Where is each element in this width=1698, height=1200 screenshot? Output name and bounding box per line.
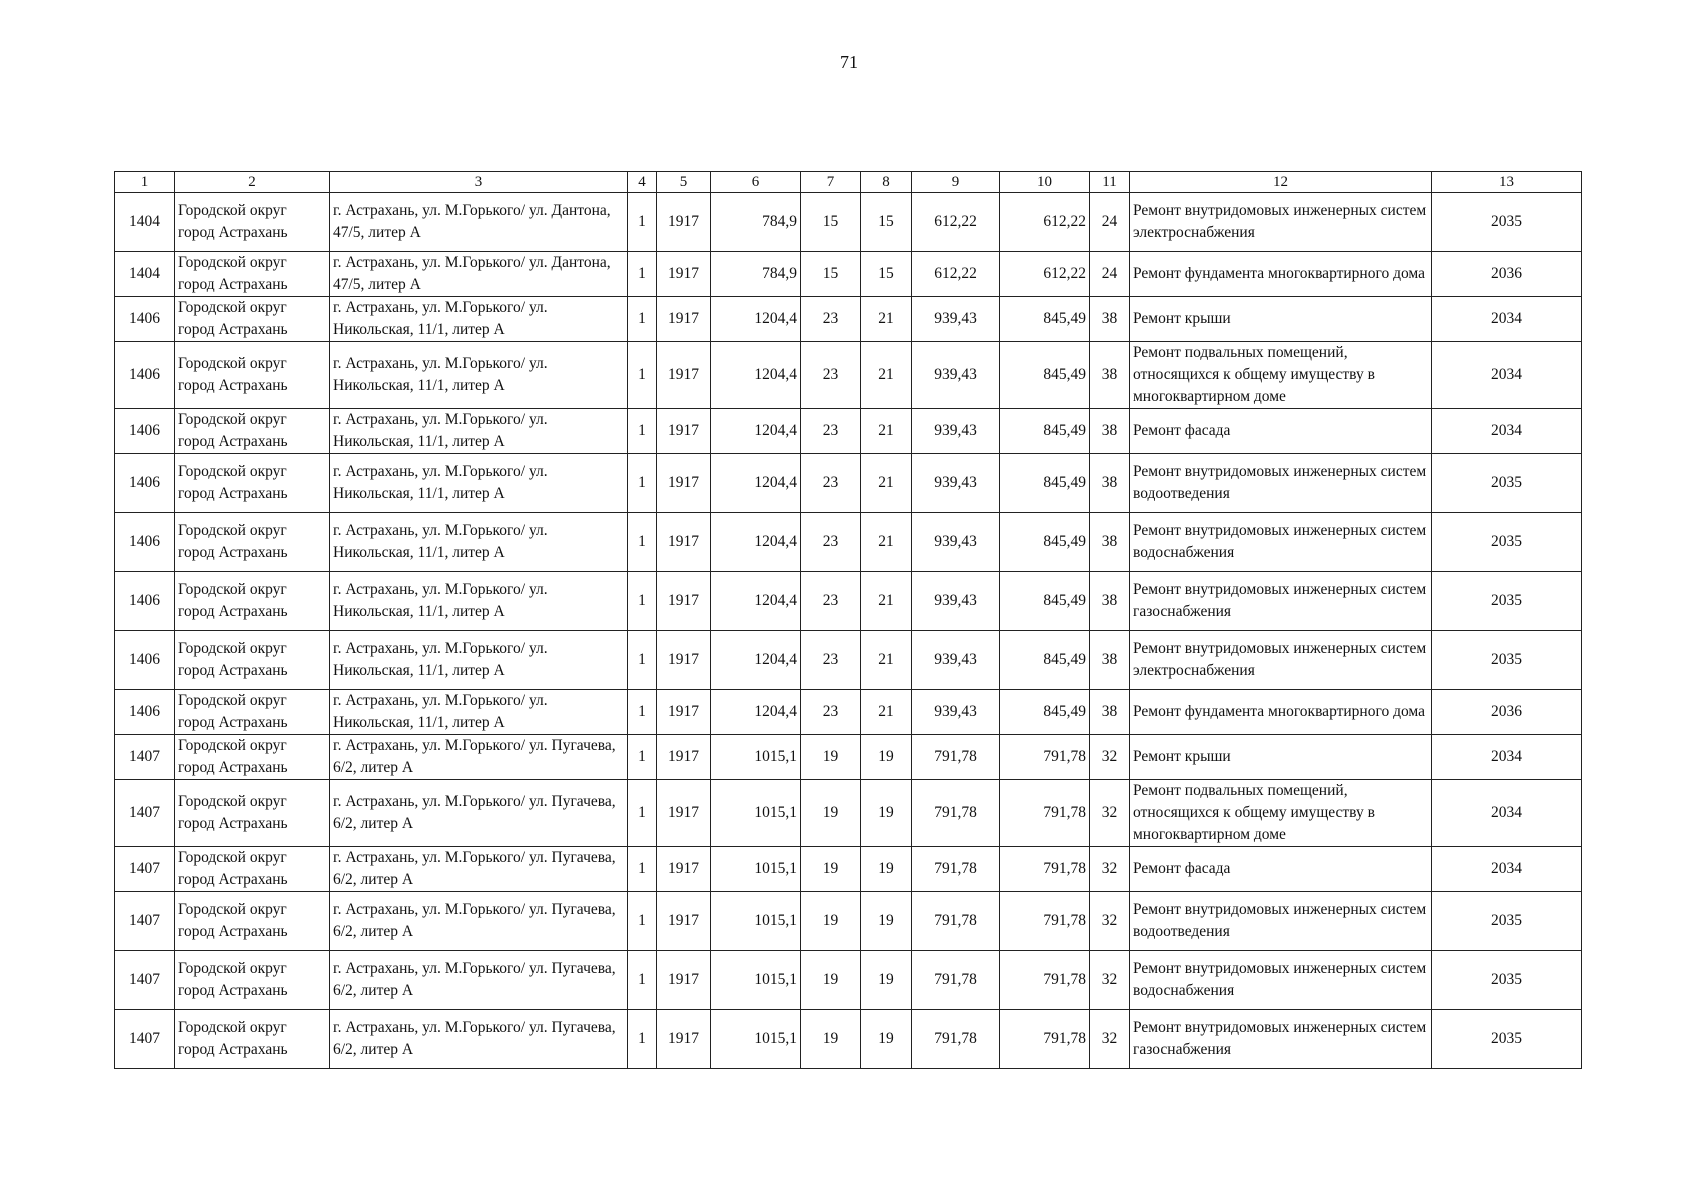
row-number-cell: 1407 <box>115 847 175 892</box>
year-cell: 1917 <box>657 513 711 572</box>
plan-year-cell: 2034 <box>1432 297 1582 342</box>
column-9-cell: 939,43 <box>912 513 1000 572</box>
column-4-cell: 1 <box>628 297 657 342</box>
column-4-cell: 1 <box>628 193 657 252</box>
area-cell: 1015,1 <box>711 735 801 780</box>
table-row <box>115 513 1582 572</box>
row-number-cell: 1407 <box>115 892 175 951</box>
work-type-cell: Ремонт внутридомовых инженерных систем газоснабжения <box>1130 1010 1432 1069</box>
column-9-cell: 791,78 <box>912 1010 1000 1069</box>
address-cell: г. Астрахань, ул. М.Горького/ ул. Пугачева, 6/2, литер А <box>330 1010 628 1069</box>
column-header: 11 <box>1090 172 1130 193</box>
column-9-cell: 612,22 <box>912 193 1000 252</box>
column-8-cell: 19 <box>861 780 912 847</box>
plan-year-cell: 2035 <box>1432 513 1582 572</box>
year-cell: 1917 <box>657 1010 711 1069</box>
address-cell: г. Астрахань, ул. М.Горького/ ул. Пугачева, 6/2, литер А <box>330 847 628 892</box>
region-cell: Городской округ город Астрахань <box>175 690 330 735</box>
row-number-cell: 1406 <box>115 690 175 735</box>
row-number-cell: 1406 <box>115 454 175 513</box>
housing-repair-table <box>114 171 1582 1069</box>
address-cell: г. Астрахань, ул. М.Горького/ ул. Пугачева, 6/2, литер А <box>330 735 628 780</box>
plan-year-cell: 2034 <box>1432 780 1582 847</box>
address-cell: г. Астрахань, ул. М.Горького/ ул. Никольская, 11/1, литер А <box>330 454 628 513</box>
column-11-cell: 32 <box>1090 892 1130 951</box>
column-4-cell: 1 <box>628 690 657 735</box>
column-header: 13 <box>1432 172 1582 193</box>
work-type-cell: Ремонт внутридомовых инженерных систем электроснабжения <box>1130 193 1432 252</box>
column-11-cell: 38 <box>1090 342 1130 409</box>
column-7-cell: 19 <box>801 735 861 780</box>
region-cell: Городской округ город Астрахань <box>175 780 330 847</box>
region-cell: Городской округ город Астрахань <box>175 572 330 631</box>
column-11-cell: 38 <box>1090 690 1130 735</box>
address-cell: г. Астрахань, ул. М.Горького/ ул. Пугачева, 6/2, литер А <box>330 780 628 847</box>
column-header: 8 <box>861 172 912 193</box>
column-9-cell: 791,78 <box>912 951 1000 1010</box>
region-cell: Городской округ город Астрахань <box>175 735 330 780</box>
column-4-cell: 1 <box>628 1010 657 1069</box>
column-8-cell: 21 <box>861 572 912 631</box>
table-row <box>115 297 1582 342</box>
page-number: 71 <box>840 52 858 72</box>
year-cell: 1917 <box>657 409 711 454</box>
column-8-cell: 21 <box>861 454 912 513</box>
year-cell: 1917 <box>657 780 711 847</box>
work-type-cell: Ремонт подвальных помещений, относящихся к общему имуществу в многоквартирном доме <box>1130 780 1432 847</box>
row-number-cell: 1404 <box>115 252 175 297</box>
area-cell: 784,9 <box>711 193 801 252</box>
work-type-cell: Ремонт внутридомовых инженерных систем водоотведения <box>1130 454 1432 513</box>
column-8-cell: 15 <box>861 193 912 252</box>
work-type-cell: Ремонт внутридомовых инженерных систем газоснабжения <box>1130 572 1432 631</box>
column-11-cell: 38 <box>1090 572 1130 631</box>
column-9-cell: 791,78 <box>912 780 1000 847</box>
column-8-cell: 19 <box>861 1010 912 1069</box>
column-10-cell: 845,49 <box>1000 631 1090 690</box>
column-4-cell: 1 <box>628 409 657 454</box>
region-cell: Городской округ город Астрахань <box>175 454 330 513</box>
work-type-cell: Ремонт фундамента многоквартирного дома <box>1130 690 1432 735</box>
address-cell: г. Астрахань, ул. М.Горького/ ул. Никольская, 11/1, литер А <box>330 572 628 631</box>
column-4-cell: 1 <box>628 513 657 572</box>
column-4-cell: 1 <box>628 735 657 780</box>
column-11-cell: 38 <box>1090 297 1130 342</box>
column-8-cell: 21 <box>861 513 912 572</box>
column-10-cell: 791,78 <box>1000 951 1090 1010</box>
region-cell: Городской округ город Астрахань <box>175 409 330 454</box>
row-number-cell: 1404 <box>115 193 175 252</box>
column-header: 7 <box>801 172 861 193</box>
year-cell: 1917 <box>657 847 711 892</box>
address-cell: г. Астрахань, ул. М.Горького/ ул. Никольская, 11/1, литер А <box>330 513 628 572</box>
plan-year-cell: 2036 <box>1432 252 1582 297</box>
table-row <box>115 572 1582 631</box>
column-7-cell: 19 <box>801 951 861 1010</box>
region-cell: Городской округ город Астрахань <box>175 951 330 1010</box>
column-9-cell: 939,43 <box>912 454 1000 513</box>
work-type-cell: Ремонт фасада <box>1130 409 1432 454</box>
column-header: 9 <box>912 172 1000 193</box>
column-8-cell: 19 <box>861 847 912 892</box>
area-cell: 1015,1 <box>711 1010 801 1069</box>
region-cell: Городской округ город Астрахань <box>175 342 330 409</box>
column-9-cell: 791,78 <box>912 847 1000 892</box>
column-10-cell: 791,78 <box>1000 1010 1090 1069</box>
plan-year-cell: 2034 <box>1432 342 1582 409</box>
column-11-cell: 32 <box>1090 951 1130 1010</box>
column-7-cell: 23 <box>801 454 861 513</box>
column-10-cell: 791,78 <box>1000 892 1090 951</box>
area-cell: 1015,1 <box>711 780 801 847</box>
area-cell: 1204,4 <box>711 409 801 454</box>
year-cell: 1917 <box>657 342 711 409</box>
plan-year-cell: 2035 <box>1432 454 1582 513</box>
column-7-cell: 23 <box>801 342 861 409</box>
column-9-cell: 939,43 <box>912 631 1000 690</box>
column-11-cell: 24 <box>1090 193 1130 252</box>
region-cell: Городской округ город Астрахань <box>175 1010 330 1069</box>
column-10-cell: 845,49 <box>1000 513 1090 572</box>
plan-year-cell: 2035 <box>1432 951 1582 1010</box>
row-number-cell: 1406 <box>115 342 175 409</box>
column-10-cell: 612,22 <box>1000 193 1090 252</box>
column-10-cell: 791,78 <box>1000 735 1090 780</box>
row-number-cell: 1406 <box>115 297 175 342</box>
area-cell: 1015,1 <box>711 892 801 951</box>
address-cell: г. Астрахань, ул. М.Горького/ ул. Никольская, 11/1, литер А <box>330 297 628 342</box>
column-header: 2 <box>175 172 330 193</box>
address-cell: г. Астрахань, ул. М.Горького/ ул. Никольская, 11/1, литер А <box>330 631 628 690</box>
row-number-cell: 1406 <box>115 631 175 690</box>
area-cell: 1204,4 <box>711 572 801 631</box>
column-7-cell: 19 <box>801 1010 861 1069</box>
column-4-cell: 1 <box>628 631 657 690</box>
row-number-cell: 1406 <box>115 572 175 631</box>
area-cell: 1204,4 <box>711 454 801 513</box>
column-4-cell: 1 <box>628 892 657 951</box>
work-type-cell: Ремонт фундамента многоквартирного дома <box>1130 252 1432 297</box>
table-row <box>115 780 1582 847</box>
column-9-cell: 939,43 <box>912 409 1000 454</box>
column-8-cell: 19 <box>861 735 912 780</box>
row-number-cell: 1407 <box>115 780 175 847</box>
column-7-cell: 15 <box>801 252 861 297</box>
region-cell: Городской округ город Астрахань <box>175 193 330 252</box>
column-11-cell: 32 <box>1090 847 1130 892</box>
table-row <box>115 951 1582 1010</box>
column-8-cell: 21 <box>861 342 912 409</box>
row-number-cell: 1407 <box>115 1010 175 1069</box>
table-row <box>115 342 1582 409</box>
work-type-cell: Ремонт крыши <box>1130 297 1432 342</box>
area-cell: 1015,1 <box>711 847 801 892</box>
address-cell: г. Астрахань, ул. М.Горького/ ул. Никольская, 11/1, литер А <box>330 409 628 454</box>
column-4-cell: 1 <box>628 572 657 631</box>
column-7-cell: 23 <box>801 572 861 631</box>
column-10-cell: 845,49 <box>1000 454 1090 513</box>
table-row <box>115 252 1582 297</box>
table-row <box>115 690 1582 735</box>
column-7-cell: 19 <box>801 780 861 847</box>
column-9-cell: 791,78 <box>912 735 1000 780</box>
work-type-cell: Ремонт внутридомовых инженерных систем электроснабжения <box>1130 631 1432 690</box>
region-cell: Городской округ город Астрахань <box>175 631 330 690</box>
column-7-cell: 23 <box>801 409 861 454</box>
year-cell: 1917 <box>657 193 711 252</box>
column-11-cell: 38 <box>1090 513 1130 572</box>
column-11-cell: 32 <box>1090 735 1130 780</box>
plan-year-cell: 2036 <box>1432 690 1582 735</box>
table-row <box>115 847 1582 892</box>
column-9-cell: 939,43 <box>912 297 1000 342</box>
column-header: 1 <box>115 172 175 193</box>
column-10-cell: 791,78 <box>1000 780 1090 847</box>
column-11-cell: 32 <box>1090 780 1130 847</box>
address-cell: г. Астрахань, ул. М.Горького/ ул. Пугачева, 6/2, литер А <box>330 951 628 1010</box>
column-10-cell: 845,49 <box>1000 409 1090 454</box>
column-11-cell: 24 <box>1090 252 1130 297</box>
column-10-cell: 612,22 <box>1000 252 1090 297</box>
area-cell: 784,9 <box>711 252 801 297</box>
address-cell: г. Астрахань, ул. М.Горького/ ул. Дантона, 47/5, литер А <box>330 193 628 252</box>
work-type-cell: Ремонт крыши <box>1130 735 1432 780</box>
year-cell: 1917 <box>657 951 711 1010</box>
column-4-cell: 1 <box>628 847 657 892</box>
column-4-cell: 1 <box>628 780 657 847</box>
column-9-cell: 939,43 <box>912 690 1000 735</box>
table-row <box>115 735 1582 780</box>
region-cell: Городской округ город Астрахань <box>175 252 330 297</box>
year-cell: 1917 <box>657 252 711 297</box>
plan-year-cell: 2035 <box>1432 572 1582 631</box>
column-11-cell: 38 <box>1090 454 1130 513</box>
address-cell: г. Астрахань, ул. М.Горького/ ул. Никольская, 11/1, литер А <box>330 690 628 735</box>
plan-year-cell: 2034 <box>1432 847 1582 892</box>
column-7-cell: 15 <box>801 193 861 252</box>
column-header: 3 <box>330 172 628 193</box>
column-10-cell: 845,49 <box>1000 690 1090 735</box>
plan-year-cell: 2035 <box>1432 193 1582 252</box>
area-cell: 1204,4 <box>711 631 801 690</box>
area-cell: 1204,4 <box>711 513 801 572</box>
column-header: 6 <box>711 172 801 193</box>
column-8-cell: 21 <box>861 631 912 690</box>
column-7-cell: 23 <box>801 631 861 690</box>
work-type-cell: Ремонт внутридомовых инженерных систем водоотведения <box>1130 892 1432 951</box>
year-cell: 1917 <box>657 572 711 631</box>
column-8-cell: 21 <box>861 297 912 342</box>
column-9-cell: 939,43 <box>912 572 1000 631</box>
address-cell: г. Астрахань, ул. М.Горького/ ул. Пугачева, 6/2, литер А <box>330 892 628 951</box>
address-cell: г. Астрахань, ул. М.Горького/ ул. Дантона, 47/5, литер А <box>330 252 628 297</box>
table-row <box>115 409 1582 454</box>
column-8-cell: 21 <box>861 409 912 454</box>
address-cell: г. Астрахань, ул. М.Горького/ ул. Никольская, 11/1, литер А <box>330 342 628 409</box>
year-cell: 1917 <box>657 690 711 735</box>
column-header: 4 <box>628 172 657 193</box>
area-cell: 1204,4 <box>711 297 801 342</box>
table-row <box>115 631 1582 690</box>
column-9-cell: 791,78 <box>912 892 1000 951</box>
column-10-cell: 845,49 <box>1000 342 1090 409</box>
row-number-cell: 1407 <box>115 951 175 1010</box>
column-10-cell: 791,78 <box>1000 847 1090 892</box>
column-7-cell: 23 <box>801 513 861 572</box>
area-cell: 1204,4 <box>711 690 801 735</box>
work-type-cell: Ремонт внутридомовых инженерных систем водоснабжения <box>1130 513 1432 572</box>
table-row <box>115 454 1582 513</box>
column-8-cell: 15 <box>861 252 912 297</box>
region-cell: Городской округ город Астрахань <box>175 513 330 572</box>
year-cell: 1917 <box>657 892 711 951</box>
column-number-header-row <box>115 172 1582 193</box>
column-4-cell: 1 <box>628 342 657 409</box>
column-7-cell: 19 <box>801 892 861 951</box>
column-10-cell: 845,49 <box>1000 297 1090 342</box>
column-4-cell: 1 <box>628 454 657 513</box>
year-cell: 1917 <box>657 297 711 342</box>
area-cell: 1015,1 <box>711 951 801 1010</box>
work-type-cell: Ремонт внутридомовых инженерных систем водоснабжения <box>1130 951 1432 1010</box>
region-cell: Городской округ город Астрахань <box>175 892 330 951</box>
year-cell: 1917 <box>657 454 711 513</box>
work-type-cell: Ремонт фасада <box>1130 847 1432 892</box>
column-10-cell: 845,49 <box>1000 572 1090 631</box>
plan-year-cell: 2034 <box>1432 409 1582 454</box>
column-9-cell: 612,22 <box>912 252 1000 297</box>
year-cell: 1917 <box>657 735 711 780</box>
year-cell: 1917 <box>657 631 711 690</box>
region-cell: Городской округ город Астрахань <box>175 847 330 892</box>
column-8-cell: 21 <box>861 690 912 735</box>
column-8-cell: 19 <box>861 951 912 1010</box>
column-header: 12 <box>1130 172 1432 193</box>
column-header: 5 <box>657 172 711 193</box>
table-body <box>115 193 1582 1069</box>
region-cell: Городской округ город Астрахань <box>175 297 330 342</box>
row-number-cell: 1406 <box>115 409 175 454</box>
column-9-cell: 939,43 <box>912 342 1000 409</box>
area-cell: 1204,4 <box>711 342 801 409</box>
column-11-cell: 38 <box>1090 631 1130 690</box>
column-4-cell: 1 <box>628 252 657 297</box>
column-7-cell: 23 <box>801 297 861 342</box>
column-11-cell: 32 <box>1090 1010 1130 1069</box>
plan-year-cell: 2035 <box>1432 1010 1582 1069</box>
work-type-cell: Ремонт подвальных помещений, относящихся к общему имуществу в многоквартирном доме <box>1130 342 1432 409</box>
row-number-cell: 1406 <box>115 513 175 572</box>
table-row <box>115 892 1582 951</box>
column-11-cell: 38 <box>1090 409 1130 454</box>
column-4-cell: 1 <box>628 951 657 1010</box>
table-row <box>115 193 1582 252</box>
table-row <box>115 1010 1582 1069</box>
row-number-cell: 1407 <box>115 735 175 780</box>
plan-year-cell: 2035 <box>1432 892 1582 951</box>
plan-year-cell: 2035 <box>1432 631 1582 690</box>
column-8-cell: 19 <box>861 892 912 951</box>
column-header: 10 <box>1000 172 1090 193</box>
column-7-cell: 23 <box>801 690 861 735</box>
plan-year-cell: 2034 <box>1432 735 1582 780</box>
column-7-cell: 19 <box>801 847 861 892</box>
